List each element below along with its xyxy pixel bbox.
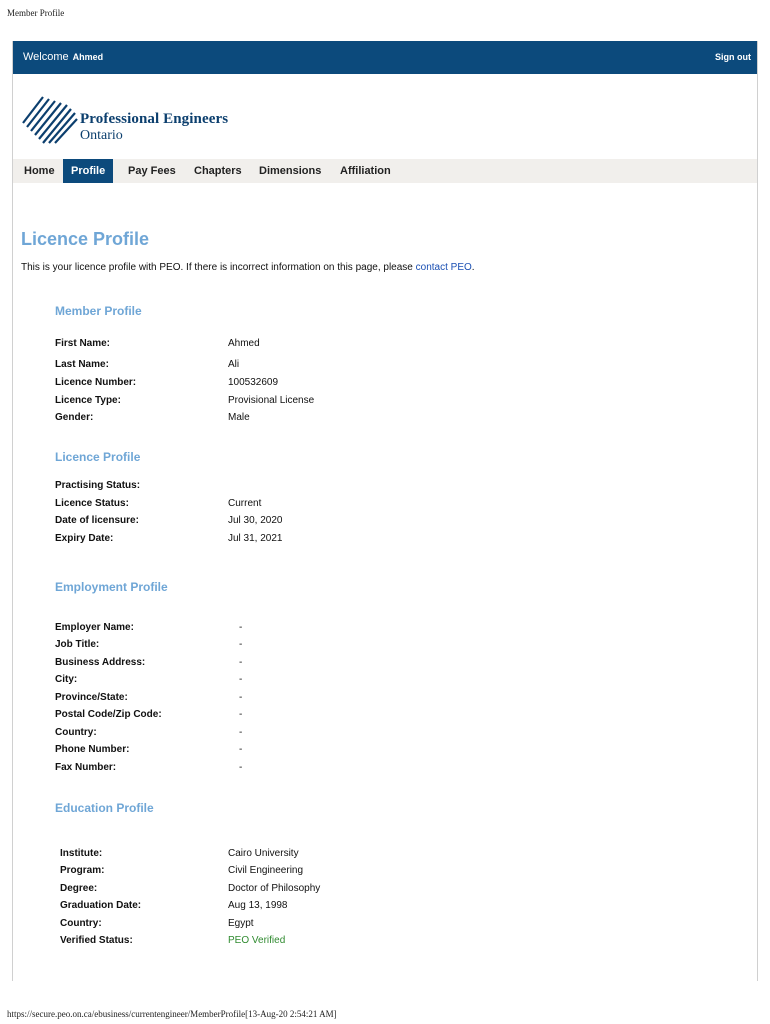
field-label: Job Title:: [55, 639, 100, 650]
sign-out-link[interactable]: Sign out: [715, 52, 751, 62]
field-value: -: [239, 727, 243, 738]
field-value: Jul 30, 2020: [228, 515, 283, 526]
field-value: Cairo University: [228, 848, 299, 859]
contact-peo-link[interactable]: contact PEO: [415, 262, 472, 273]
logo-text-line1: Professional Engineers: [80, 111, 229, 127]
field-label: Date of licensure:: [55, 515, 139, 526]
field-label: Expiry Date:: [55, 533, 114, 544]
field-value: Ahmed: [228, 338, 260, 349]
field-value: 100532609: [228, 377, 279, 388]
field-label: Program:: [60, 865, 105, 876]
field-label: Phone Number:: [55, 744, 130, 755]
field-value: Aug 13, 1998: [228, 900, 288, 911]
field-value: Egypt: [228, 918, 254, 929]
page-frame: [12, 41, 758, 981]
field-label: Postal Code/Zip Code:: [55, 709, 162, 720]
field-value: -: [239, 744, 243, 755]
nav-profile[interactable]: Profile: [63, 159, 113, 183]
welcome-message: [23, 51, 103, 63]
top-bar: [13, 41, 757, 74]
licence-profile-heading: Licence Profile: [55, 450, 141, 464]
field-label: Business Address:: [55, 657, 146, 668]
intro-text: [21, 262, 475, 273]
field-label: Province/State:: [55, 692, 128, 703]
field-value: -: [239, 622, 243, 633]
field-label: City:: [55, 674, 78, 685]
field-value: Doctor of Philosophy: [228, 883, 321, 894]
field-value: Male: [228, 412, 250, 423]
field-label: Licence Number:: [55, 377, 137, 388]
field-value: -: [239, 709, 243, 720]
field-label: Last Name:: [55, 359, 109, 370]
field-value: -: [239, 762, 243, 773]
field-value: -: [239, 639, 243, 650]
nav-pay-fees[interactable]: Pay Fees: [128, 165, 176, 177]
field-value: -: [239, 692, 243, 703]
field-label: Verified Status:: [60, 935, 133, 946]
page-title: Licence Profile: [21, 229, 150, 249]
nav-dimensions[interactable]: Dimensions: [259, 165, 322, 177]
verified-status-value: PEO Verified: [228, 935, 286, 946]
field-value: Ali: [228, 359, 240, 370]
field-value: Jul 31, 2021: [228, 533, 283, 544]
field-value: -: [239, 657, 243, 668]
field-label: Country:: [55, 727, 97, 738]
username: Ahmed: [72, 52, 104, 62]
education-profile-heading: Education Profile: [55, 801, 154, 815]
field-value: -: [239, 674, 243, 685]
field-value: Provisional License: [228, 395, 315, 406]
nav-home[interactable]: Home: [24, 165, 55, 177]
welcome-label: Welcome: [23, 51, 69, 63]
field-label: Country:: [60, 918, 102, 929]
employment-profile-heading: Employment Profile: [55, 580, 168, 594]
field-label: Degree:: [60, 883, 98, 894]
field-label: Employer Name:: [55, 622, 134, 633]
field-label: Graduation Date:: [60, 900, 142, 911]
field-label: Licence Type:: [55, 395, 121, 406]
intro-sentence: This is your licence profile with PEO. If there is incorrect information on this page, please: [21, 262, 413, 273]
field-label: Gender:: [55, 412, 94, 423]
nav-chapters[interactable]: Chapters: [194, 165, 242, 177]
main-nav: [13, 159, 757, 183]
field-value: Civil Engineering: [228, 865, 304, 876]
field-label: Licence Status:: [55, 498, 129, 509]
field-label: Fax Number:: [55, 762, 117, 773]
member-profile-heading: Member Profile: [55, 304, 142, 318]
field-value: Current: [228, 498, 262, 509]
nav-affiliation[interactable]: Affiliation: [340, 165, 391, 177]
print-footer-url: https://secure.peo.on.ca/ebusiness/currentengineer/MemberProfile[13-Aug-20 2:54:21 AM]: [7, 1009, 337, 1019]
print-header: Member Profile: [7, 8, 65, 18]
field-label: Practising Status:: [55, 480, 141, 491]
field-label: Institute:: [60, 848, 103, 859]
field-label: First Name:: [55, 338, 111, 349]
intro-period: .: [471, 262, 475, 273]
logo-text-line2: Ontario: [80, 128, 123, 143]
